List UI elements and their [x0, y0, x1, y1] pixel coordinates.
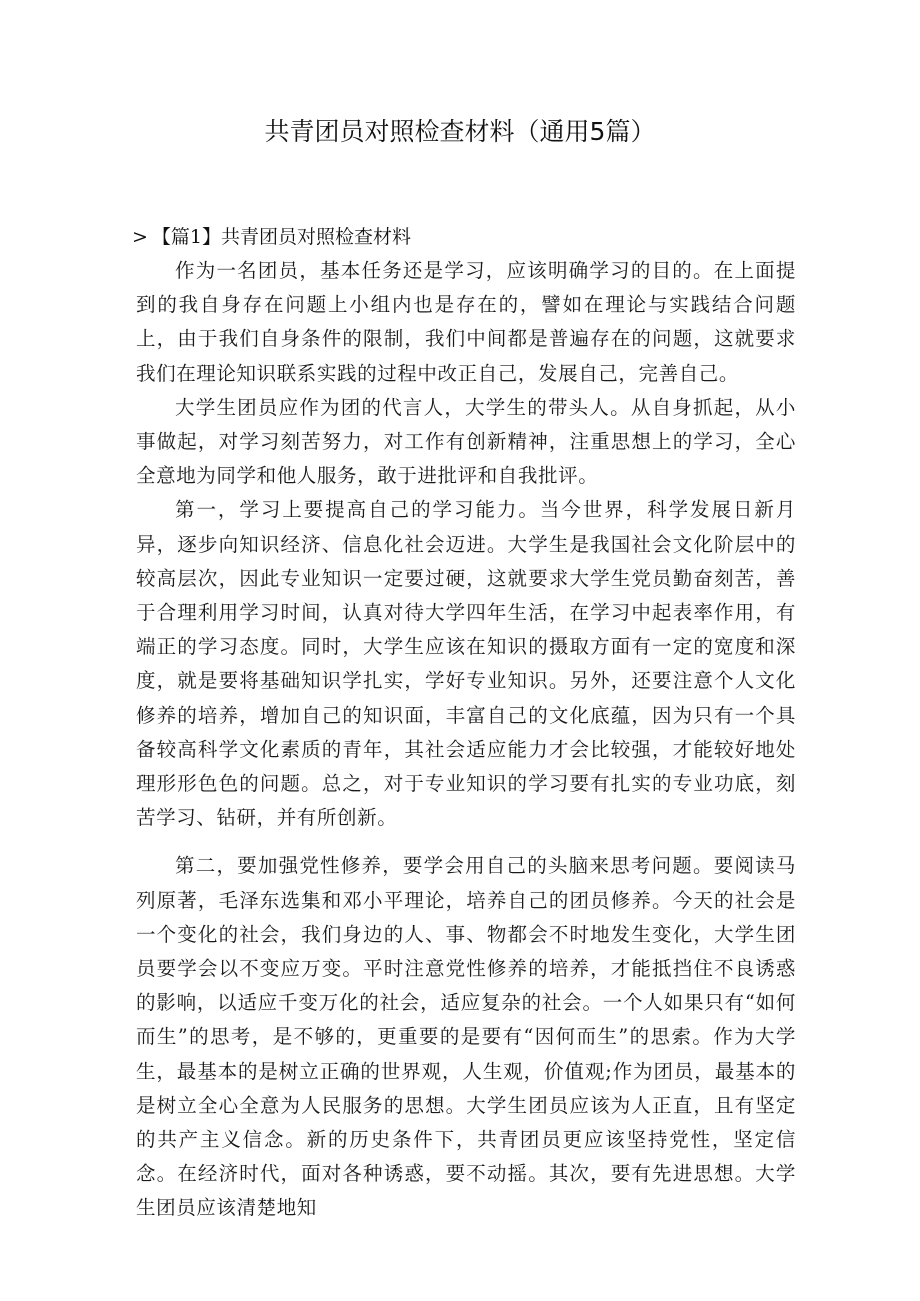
paragraph-2: 大学生团员应作为团的代言人，大学生的带头人。从自身抓起，从小事做起，对学习刻苦努力，对工作有创新精神，注重思想上的学习，全心全意地为同学和他人服务，敢于进批评和自我批评。 — [136, 395, 796, 488]
paragraph-1: 作为一名团员，基本任务还是学习，应该明确学习的目的。在上面提到的我自身存在问题上小组内也是存在的，譬如在理论与实践结合问题上，由于我们自身条件的限制，我们中间都是普遍存在的问题，这就要求我们在理论知识联系实践的过程中改正自己，发展自己，完善自己。 — [136, 259, 796, 385]
section-heading — [132, 222, 411, 249]
paragraph-3: 第一，学习上要提高自己的学习能力。当今世界，科学发展日新月异，逐步向知识经济、信息化社会迈进。大学生是我国社会文化阶层中的较高层次，因此专业知识一定要过硬，这就要求大学生党员勤奋刻苦，善于合理利用学习时间，认真对待大学四年生活，在学习中起表率作用，有端正的学习态度。同时，大学生应该在知识的摄取方面有一定的宽度和深度，就是要将基础知识学扎实，学好专业知识。另外，还要注意个人文化修养的培养，增加自己的知识面，丰富自己的文化底蕴，因为只有一个具备较高科学文化素质的青年，其社会适应能力才会比较强，才能较好地处理形形色色的问题。总之，对于专业知识的学习要有扎实的专业功底，刻苦学习、钻研，并有所创新。 — [136, 498, 796, 830]
arrow-icon: > — [132, 226, 148, 248]
document-title: 共青团员对照检查材料（通用5篇） — [264, 117, 656, 146]
section-heading-text: 【篇1】共青团员对照检查材料 — [151, 226, 412, 248]
paragraph-4: 第二，要加强党性修养，要学会用自己的头脑来思考问题。要阅读马列原著，毛泽东选集和邓小平理论，培养自己的团员修养。今天的社会是一个变化的社会，我们身边的人、事、物都会不时地发生变化，大学生团员要学会以不变应万变。平时注意党性修养的培养，才能抵挡住不良诱惑的影响，以适应千变万化的社会，适应复杂的社会。一个人如果只有“如何而生”的思考，是不够的，更重要的是要有“因何而生”的思索。作为大学生，最基本的是树立正确的世界观，人生观，价值观;作为团员，最基本的是树立全心全意为人民服务的思想。大学生团员应该为人正直，且有坚定的共产主义信念。新的历史条件下，共青团员更应该坚持党性，坚定信念。在经济时代，面对各种诱惑，要不动摇。其次，要有先进思想。大学生团员应该清楚地知 — [136, 854, 796, 1220]
document-body — [136, 254, 796, 1226]
